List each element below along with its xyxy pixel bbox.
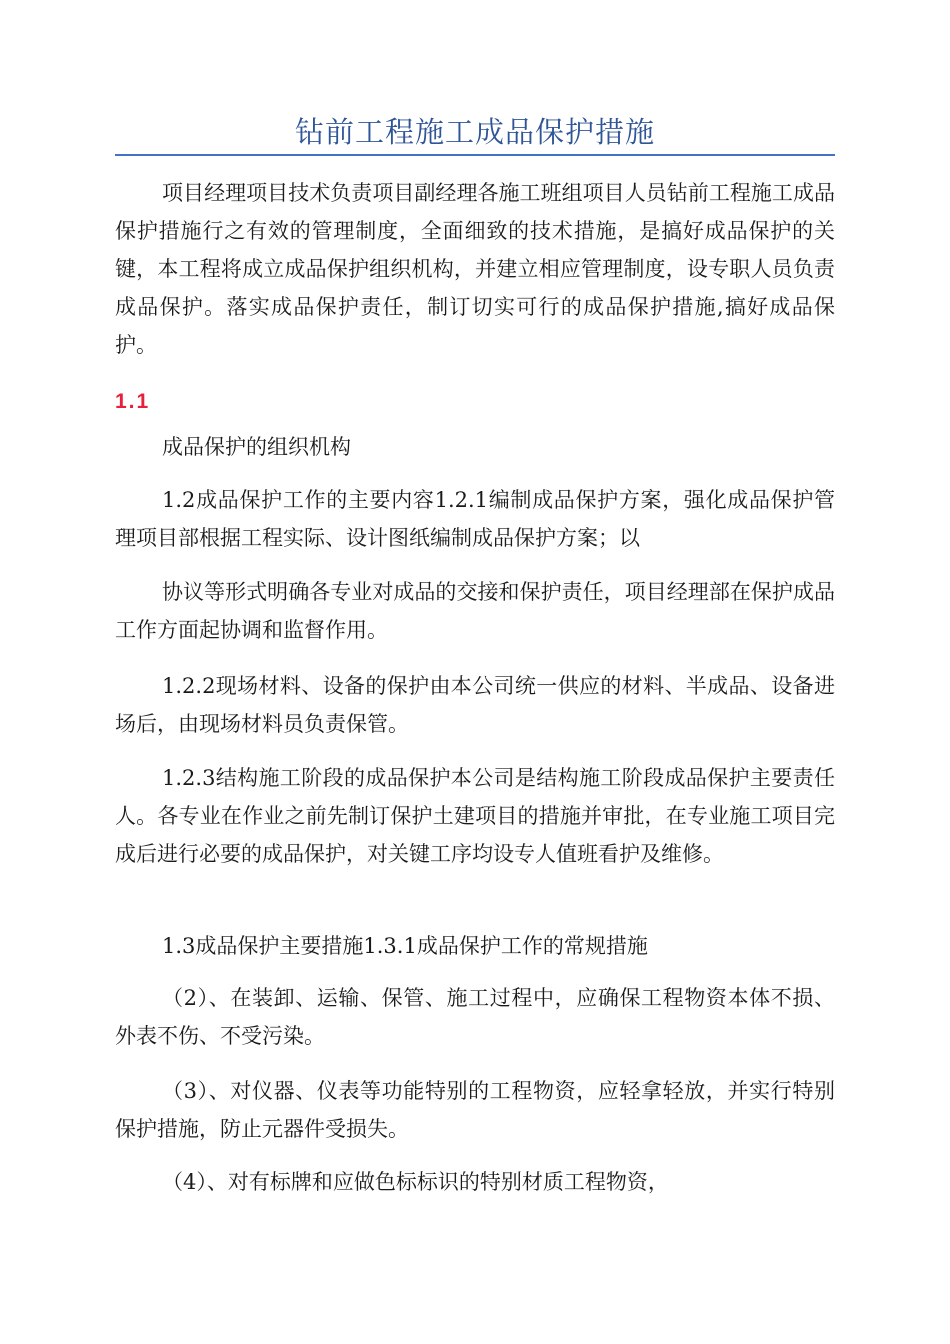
paragraph-item-2: （2）、在装卸、运输、保管、施工过程中，应确保工程物资本体不损、外表不伤、不受污染。 [115, 986, 835, 1048]
paragraph-1-2-3: 1.2.3结构施工阶段的成品保护本公司是结构施工阶段成品保护主要责任人。各专业在作业之前先制订保护土建项目的措施并审批，在专业施工项目完成后进行必要的成品保护，对关键工序均设专人值班看护及维修。 [115, 766, 835, 866]
section-number: 1.1 [115, 390, 151, 413]
document-title: 钻前工程施工成品保护措施 [294, 115, 655, 149]
intro-paragraph: 项目经理项目技术负责项目副经理各施工班组项目人员钻前工程施工成品保护措施行之有效的管理制度，全面细致的技术措施，是搞好成品保护的关键，本工程将成立成品保护组织机构，并建立相应管理制度，设专职人员负责成品保护。落实成品保护责任，制订切实可行的成品保护措施,搞好成品保护。 [115, 181, 835, 357]
paragraph-agreement: 协议等形式明确各专业对成品的交接和保护责任，项目经理部在保护成品工作方面起协调和监督作用。 [115, 580, 835, 642]
paragraph-1-2-2: 1.2.2现场材料、设备的保护由本公司统一供应的材料、半成品、设备进场后，由现场材料员负责保管。 [115, 674, 835, 736]
paragraph-org-structure: 成品保护的组织机构 [162, 435, 351, 459]
title-underline [115, 154, 835, 156]
paragraph-1-2: 1.2成品保护工作的主要内容1.2.1编制成品保护方案，强化成品保护管理项目部根据工程实际、设计图纸编制成品保护方案；以 [115, 488, 835, 550]
paragraph-item-4: （4）、对有标牌和应做色标标识的特别材质工程物资， [162, 1170, 669, 1194]
paragraph-item-3: （3）、对仪器、仪表等功能特别的工程物资，应轻拿轻放，并实行特别保护措施，防止元器件受损失。 [115, 1079, 835, 1141]
paragraph-1-3: 1.3成品保护主要措施1.3.1成品保护工作的常规措施 [162, 934, 648, 958]
